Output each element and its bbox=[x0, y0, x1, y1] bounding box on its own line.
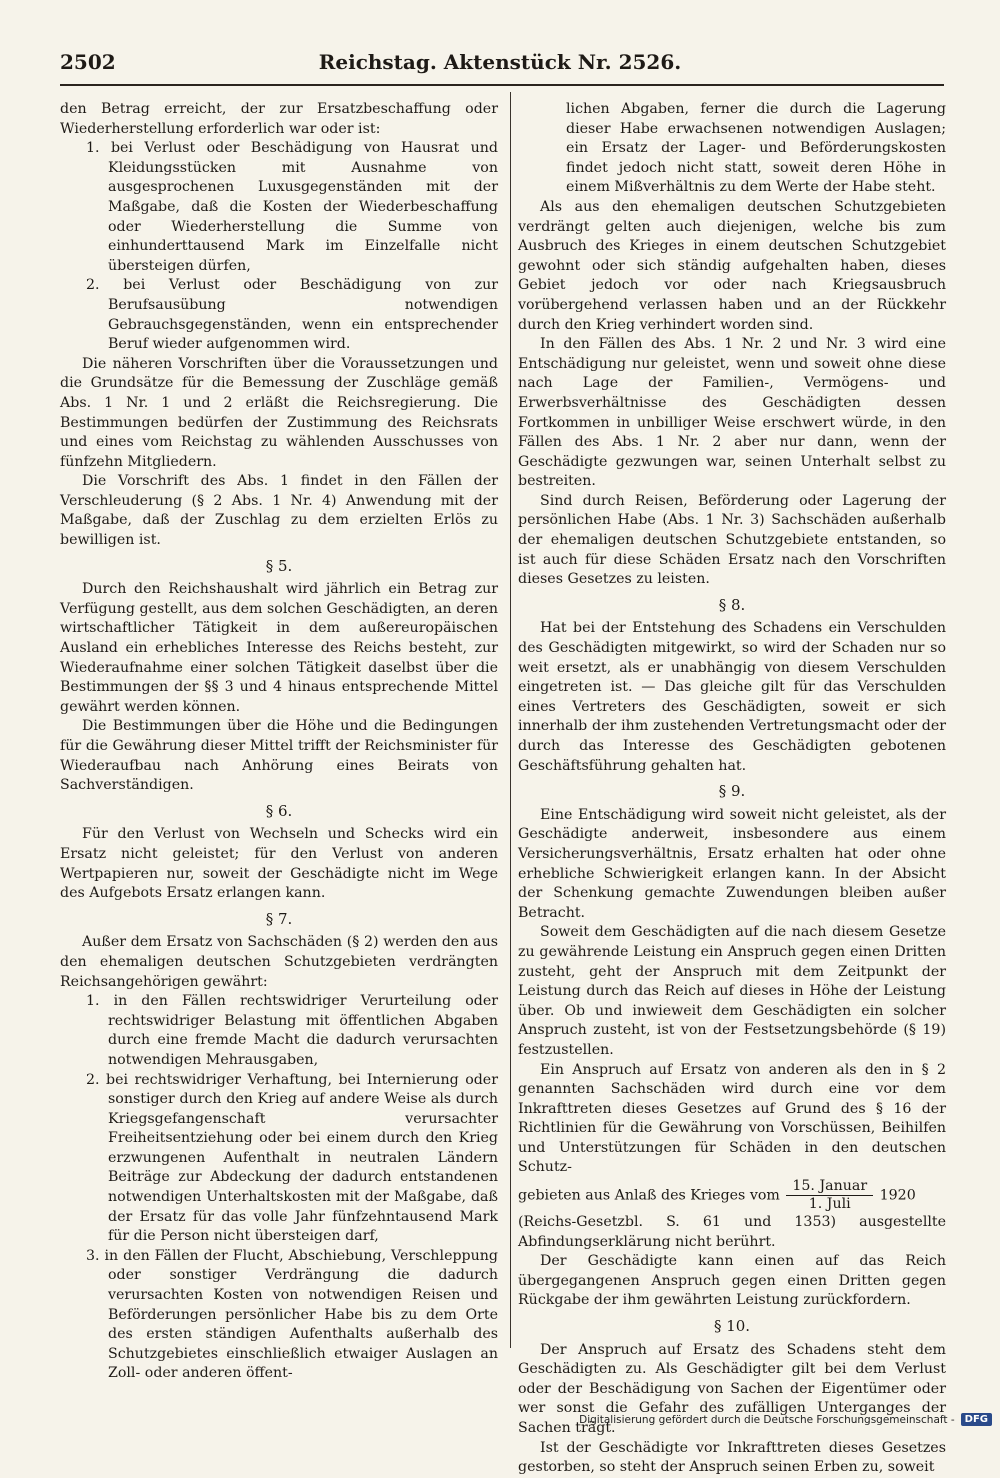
list-item: 2. bei rechtswidriger Verhaftung, bei Internierung oder sonstiger durch den Krieg auf andere Weise als durch Kriegsgefangenschaft verursachter Freiheitsentziehung oder bei einem durch den Krieg erzwungenen Aufenthalt in neutralen Ländern Beiträge zur Abdeckung der dadurch entstandenen notwendigen Unterhaltskosten mit der Maßgabe, daß der Ersatz für das volle Jahr fünfzehntausend Mark für die Person nicht übersteigen darf, bbox=[86, 1071, 498, 1245]
paragraph: Ein Anspruch auf Ersatz von anderen als den in § 2 genannten Sachschäden wird durch eine vor dem Inkrafttreten dieses Gesetzes auf Grund des § 16 der Richtlinien für die Gewährung von Vorschüssen, Beihilfen und Unterstützungen für Schäden in den deutschen Schutz- bbox=[518, 1061, 946, 1176]
paragraph: Außer dem Ersatz von Sachschäden (§ 2) werden den aus den ehemaligen deutschen Schutzgebieten verdrängten Reichsangehörigen gewährt: bbox=[60, 934, 498, 990]
paragraph: Sind durch Reisen, Beförderung oder Lagerung der persönlichen Habe (Abs. 1 Nr. 3) Sachschäden außerhalb der ehemaligen deutschen Schutzgebiete entstanden, so ist auch für diese Schäden Ersatz nach den Vorschriften dieses Gesetzes zu leisten. bbox=[518, 492, 946, 588]
paragraph: Für den Verlust von Wechseln und Schecks wird ein Ersatz nicht geleistet; für den Verlust von anderen Wertpapieren nur, soweit der Geschädigte nicht im Wege des Aufgebots Ersatz erlangen kann. bbox=[60, 826, 498, 902]
paragraph: Durch den Reichshaushalt wird jährlich ein Betrag zur Verfügung gestellt, aus dem solchen Geschädigten, an deren wirtschaftlicher Tätigkeit in dem außereuropäischen Ausland ein erhebliches Interesse des Reichs besteht, zur Wiederaufnahme einer solchen Tätigkeit daselbst über die Bestimmungen der §§ 3 und 4 hinaus entsprechende Mittel gewährt werden können. bbox=[60, 581, 498, 715]
list-item: 2. bei Verlust oder Beschädigung von zur Berufsausübung notwendigen Gebrauchsgegenständen, wenn ein entsprechender Beruf wieder aufgenommen wird. bbox=[86, 277, 498, 353]
section-heading-10: § 10. bbox=[713, 1317, 751, 1336]
running-header-title: Reichstag. Aktenstück Nr. 2526. bbox=[318, 50, 682, 74]
credit-text: Digitalisierung gefördert durch die Deutsche Forschungsgemeinschaft - bbox=[579, 1413, 955, 1426]
paragraph: Die näheren Vorschriften über die Voraussetzungen und die Grundsätze für die Bemessung der Zuschläge gemäß Abs. 1 Nr. 1 und 2 erläßt die Reichsregierung. Die Bestimmungen bedürfen der Zustimmung des Reichsrats und eines vom Reichstag zu wählenden Ausschusses von fünfzehn Mitgliedern. bbox=[60, 355, 498, 470]
section-heading-6: § 6. bbox=[265, 801, 293, 820]
paragraph: In den Fällen des Abs. 1 Nr. 2 und Nr. 3 wird eine Entschädigung nur geleistet, wenn und soweit ohne diese nach Lage der Familien-, Vermögens- und Erwerbsverhältnisse des Geschädigten dessen Fortkommen in unbilliger Weise erschwert würde, in den Fällen des Abs. 1 Nr. 2 aber nur dann, wenn der Geschädigte gezwungen war, seinen Unterhalt selbst zu bestreiten. bbox=[518, 336, 946, 490]
date-line-prefix: gebieten aus Anlaß des Krieges vom bbox=[518, 1187, 780, 1204]
section-heading-7: § 7. bbox=[265, 909, 293, 928]
section-heading-8: § 8. bbox=[718, 595, 746, 614]
list-item-continuation: lichen Abgaben, ferner die durch die Lagerung dieser Habe erwachsenen notwendigen Auslagen; ein Ersatz der Lager- und Beförderungskosten findet jedoch nicht statt, soweit deren Höhe in einem Mißverhältnis zu dem Werte der Habe steht. bbox=[566, 101, 946, 196]
paragraph: Hat bei der Entstehung des Schadens ein Verschulden des Geschädigten mitgewirkt, so wird der Schaden nur so weit ersetzt, als er unabhängig von diesem Verschulden eingetreten ist. — Das gleiche gilt für das Verschulden eines Vertreters des Geschädigten, soweit er sich innerhalb der ihm zustehenden Vertretungsmacht oder der durch das Interesse des Geschädigten gebotenen Geschäftsführung gehalten hat. bbox=[518, 620, 946, 774]
paragraph: den Betrag erreicht, der zur Ersatzbeschaffung oder Wiederherstellung erforderlich war oder ist: bbox=[60, 101, 498, 137]
column-divider bbox=[510, 92, 511, 1348]
digitization-credit bbox=[579, 1413, 992, 1426]
section-heading-5: § 5. bbox=[265, 556, 293, 575]
paragraph: Die Vorschrift des Abs. 1 findet in den Fällen der Verschleuderung (§ 2 Abs. 1 Nr. 4) Anwendung mit der Maßgabe, daß der Zuschlag zu dem erzielten Erlös zu bewilligen ist. bbox=[60, 473, 498, 549]
paragraph: Eine Entschädigung wird soweit nicht geleistet, als der Geschädigte anderweit, insbesondere aus einem Versicherungsverhältnis, Ersatz erhalten hat oder ohne erhebliche Schwierigkeit erlangen kann. In der Absicht der Schenkung gemachte Zuwendungen bleiben außer Betracht. bbox=[518, 806, 946, 921]
paragraph: Als aus den ehemaligen deutschen Schutzgebieten verdrängt gelten auch diejenigen, welche bis zum Ausbruch des Krieges in einem deutschen Schutzgebiet gewohnt oder sich ständig aufgehalten haben, dieses Gebiet jedoch vor oder nach Kriegsausbruch vorübergehend verlassen haben und an der Rückkehr durch den Krieg verhindert worden sind. bbox=[518, 198, 946, 333]
section-heading-9: § 9. bbox=[718, 782, 746, 801]
list-item: 1. bei Verlust oder Beschädigung von Hausrat und Kleidungsstücken mit Ausnahme von ausgesprochenen Luxusgegenständen mit der Maßgabe, daß die Kosten der Wiederbeschaffung oder Wiederherstellung die Summe von einhunderttausend Mark im Einzelfalle nicht übersteigen dürfen, bbox=[86, 140, 498, 274]
left-column bbox=[60, 100, 498, 1384]
paragraph: Der Anspruch auf Ersatz des Schadens steht dem Geschädigten zu. Als Geschädigter gilt bei dem Verlust oder der Beschädigung von Sachen der Eigentümer oder wer sonst die Gefahr des zufälligen Unterganges der Sachen trägt. bbox=[518, 1341, 946, 1436]
paragraph: Die Bestimmungen über die Höhe und die Bedingungen für die Gewährung dieser Mittel trifft der Reichsminister für Wiederaufbau nach Anhörung eines Beirats von Sachverständigen. bbox=[60, 718, 498, 794]
date-fraction-line bbox=[518, 1178, 946, 1213]
right-column bbox=[518, 100, 946, 1478]
fraction-denominator: 1. Juli bbox=[808, 1196, 851, 1213]
fraction-numerator: 15. Januar bbox=[786, 1178, 873, 1196]
dfg-logo-icon: DFG bbox=[961, 1413, 992, 1426]
paragraph: Soweit dem Geschädigten auf die nach diesem Gesetze zu gewährende Leistung ein Anspruch gegen einen Dritten zusteht, geht der Anspruch mit dem Zeitpunkt der Leistung durch das Reich auf dieses in Höhe der Leistung über. Ob und inwieweit dem Geschädigten ein solcher Anspruch zusteht, ist von der Festsetzungsbehörde (§ 19) festzustellen. bbox=[518, 924, 946, 1058]
date-line-year: 1920 bbox=[879, 1187, 916, 1204]
list-item: 1. in den Fällen rechtswidriger Verurteilung oder rechtswidriger Belastung mit öffentlichen Abgaben durch eine fremde Macht die dadurch verursachten notwendigen Mehrausgaben, bbox=[86, 993, 498, 1068]
header-rule bbox=[60, 84, 944, 86]
list-item: 3. in den Fällen der Flucht, Abschiebung, Verschleppung oder sonstiger Verdrängung die dadurch verursachten Kosten von notwendigen Reisen und Beförderungen persönlicher Habe bis zu dem Orte des ersten ständigen Aufenthalts außerhalb des Schutzgebietes einschließlich etwaiger Auslagen an Zoll- oder anderen öffent- bbox=[86, 1247, 498, 1382]
paragraph: Ist der Geschädigte vor Inkrafttreten dieses Gesetzes gestorben, so steht der Anspruch seinen Erben zu, soweit bbox=[518, 1439, 946, 1476]
page-number: 2502 bbox=[60, 50, 116, 74]
paragraph: (Reichs-Gesetzbl. S. 61 und 1353) ausgestellte Abfindungserklärung nicht berührt. bbox=[518, 1214, 946, 1250]
paragraph: Der Geschädigte kann einen auf das Reich übergegangenen Anspruch gegen einen Dritten gegen Rückgabe der ihm gewährten Leistung zurückfordern. bbox=[518, 1253, 946, 1309]
date-fraction bbox=[786, 1178, 873, 1213]
